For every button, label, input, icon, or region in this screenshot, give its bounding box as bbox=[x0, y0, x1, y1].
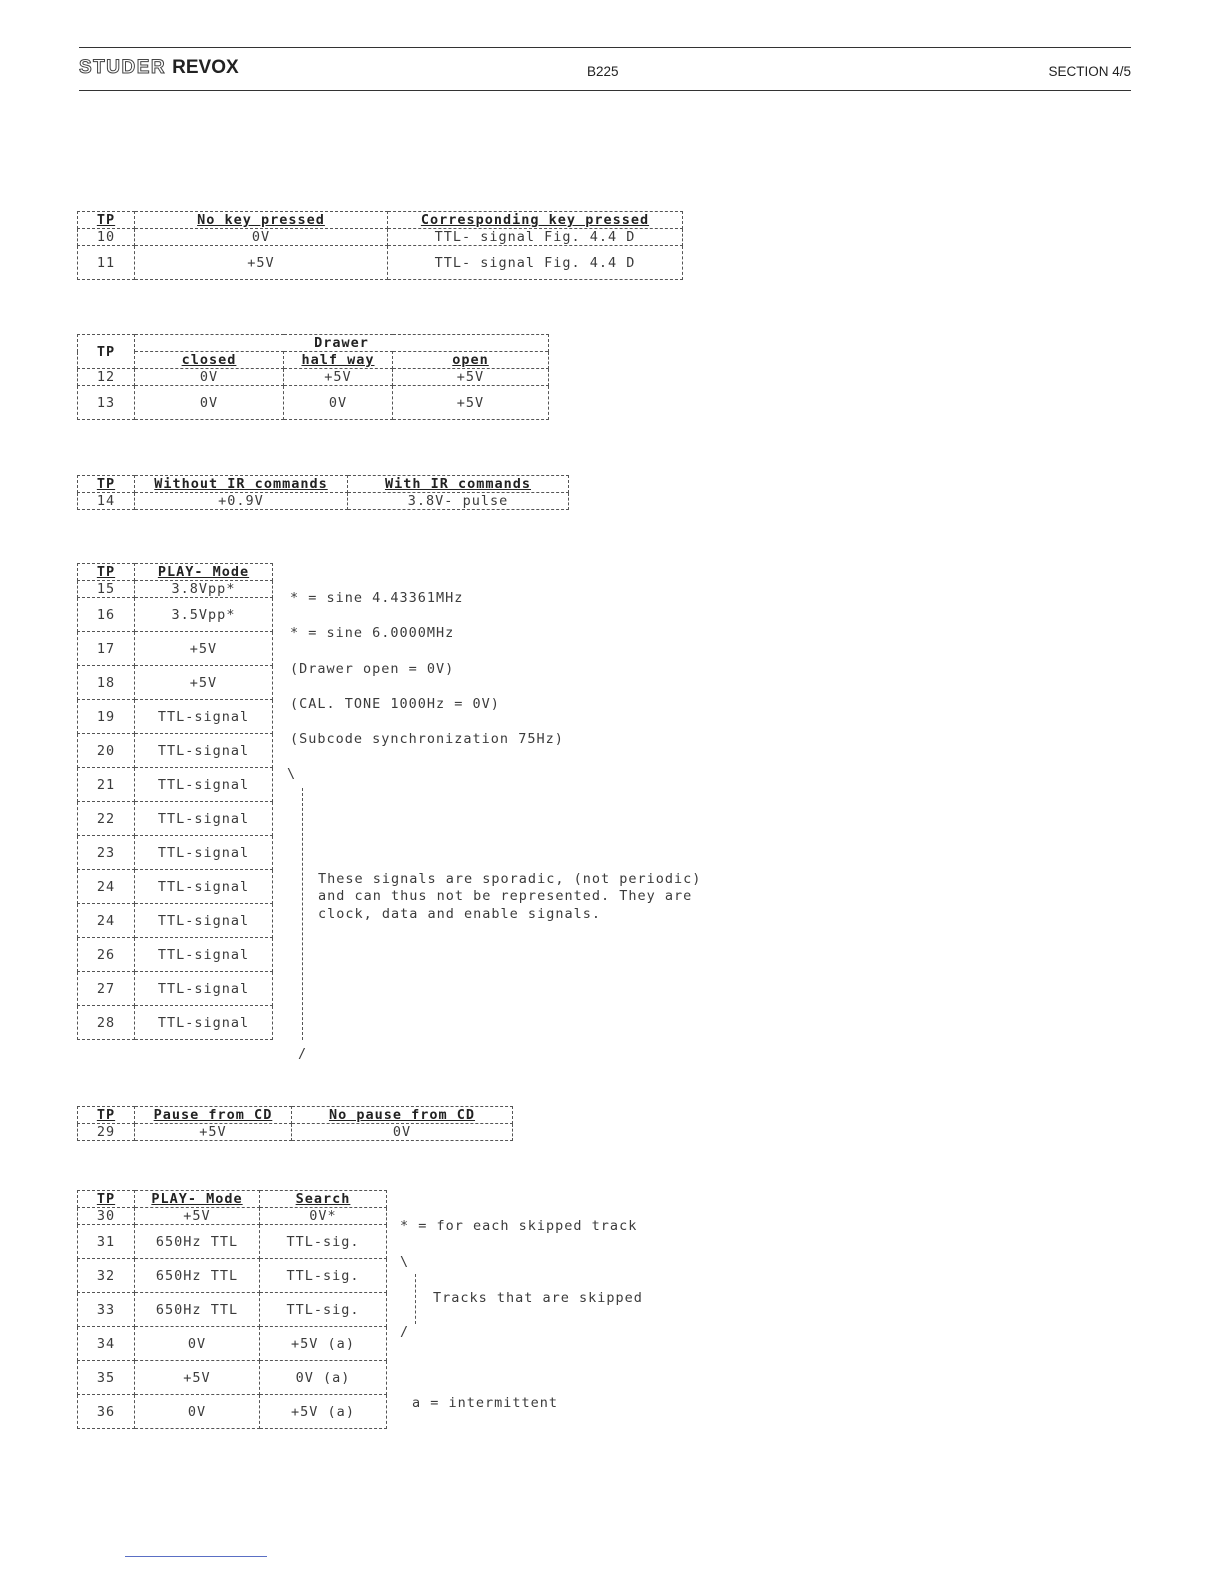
table-row bbox=[78, 802, 273, 836]
cell: TTL-signal bbox=[135, 904, 273, 938]
cell: 0V (a) bbox=[260, 1361, 387, 1395]
cell: 33 bbox=[78, 1293, 135, 1327]
cell: TTL-signal bbox=[135, 1006, 273, 1040]
footer-rule bbox=[125, 1556, 267, 1557]
cell: +5V bbox=[393, 386, 549, 420]
col-header: No key pressed bbox=[135, 212, 388, 229]
cell: 3.8Vpp* bbox=[135, 581, 273, 598]
table-row bbox=[78, 386, 549, 420]
cell: +5V bbox=[135, 666, 273, 700]
cell: +5V bbox=[135, 1361, 260, 1395]
table-row bbox=[78, 734, 273, 768]
col-header: Corresponding key pressed bbox=[388, 212, 683, 229]
table-row bbox=[78, 493, 569, 510]
cell: TTL-signal bbox=[135, 768, 273, 802]
cell: 0V bbox=[135, 1327, 260, 1361]
cell: 31 bbox=[78, 1225, 135, 1259]
table-row bbox=[78, 1293, 387, 1327]
col-header: No pause from CD bbox=[292, 1107, 513, 1124]
brace-top-icon: \ bbox=[287, 766, 296, 782]
logo-revox: REVOX bbox=[172, 57, 239, 78]
cell: 23 bbox=[78, 836, 135, 870]
col-header: TP bbox=[78, 1191, 135, 1208]
cell: 36 bbox=[78, 1395, 135, 1429]
note-tp15: * = sine 4.43361MHz bbox=[290, 590, 464, 606]
cell: TTL- signal Fig. 4.4 D bbox=[388, 229, 683, 246]
cell: +5V bbox=[135, 246, 388, 280]
col-header: TP bbox=[78, 564, 135, 581]
col-header: Without IR commands bbox=[135, 476, 348, 493]
table-row bbox=[78, 581, 273, 598]
cell: 34 bbox=[78, 1327, 135, 1361]
cell: TTL-signal bbox=[135, 802, 273, 836]
model-number: B225 bbox=[587, 64, 619, 79]
cell: 0V bbox=[292, 1124, 513, 1141]
table-row bbox=[78, 1259, 387, 1293]
note-tracks-skipped: Tracks that are skipped bbox=[433, 1290, 643, 1306]
col-header: TP bbox=[78, 1107, 135, 1124]
cell: 29 bbox=[78, 1124, 135, 1141]
cell: 16 bbox=[78, 598, 135, 632]
cell: 650Hz TTL bbox=[135, 1259, 260, 1293]
cell: TTL-sig. bbox=[260, 1259, 387, 1293]
table-row bbox=[78, 1124, 513, 1141]
cell: 32 bbox=[78, 1259, 135, 1293]
table-row bbox=[78, 1327, 387, 1361]
cell: 0V bbox=[135, 1395, 260, 1429]
col-header: Search bbox=[260, 1191, 387, 1208]
logo-studer: STUDER bbox=[79, 57, 167, 78]
cell: 12 bbox=[78, 369, 135, 386]
col-header: open bbox=[393, 352, 549, 369]
table-row bbox=[78, 904, 273, 938]
brace-bottom-icon: / bbox=[400, 1324, 409, 1340]
cell: TTL-signal bbox=[135, 972, 273, 1006]
sporadic-note-line: clock, data and enable signals. bbox=[318, 906, 601, 922]
note-tp19: (Subcode synchronization 75Hz) bbox=[290, 731, 564, 747]
cell: 13 bbox=[78, 386, 135, 420]
table-play-mode bbox=[77, 563, 273, 1040]
table-row bbox=[78, 229, 683, 246]
table-pause bbox=[77, 1106, 513, 1141]
header-rule-bottom bbox=[79, 90, 1131, 91]
table-ir-commands bbox=[77, 475, 569, 510]
cell: 24 bbox=[78, 870, 135, 904]
cell: 27 bbox=[78, 972, 135, 1006]
cell: 10 bbox=[78, 229, 135, 246]
cell: +5V bbox=[393, 369, 549, 386]
col-header: PLAY- Mode bbox=[135, 564, 273, 581]
cell: 11 bbox=[78, 246, 135, 280]
table-row bbox=[78, 1006, 273, 1040]
cell: +5V bbox=[135, 632, 273, 666]
table-row bbox=[78, 666, 273, 700]
table-row bbox=[78, 632, 273, 666]
cell: TTL-signal bbox=[135, 836, 273, 870]
table-row bbox=[78, 1225, 387, 1259]
cell: 0V bbox=[135, 229, 388, 246]
table-row bbox=[78, 938, 273, 972]
studer-revox-logo bbox=[79, 57, 239, 79]
table-drawer bbox=[77, 334, 549, 420]
cell: 19 bbox=[78, 700, 135, 734]
col-header: Pause from CD bbox=[135, 1107, 292, 1124]
cell: TTL-signal bbox=[135, 938, 273, 972]
cell: TTL-signal bbox=[135, 700, 273, 734]
cell: +5V (a) bbox=[260, 1327, 387, 1361]
cell: +5V (a) bbox=[260, 1395, 387, 1429]
note-tp18: (CAL. TONE 1000Hz = 0V) bbox=[290, 696, 500, 712]
cell: TTL- signal Fig. 4.4 D bbox=[388, 246, 683, 280]
cell: TTL-sig. bbox=[260, 1293, 387, 1327]
cell: 24 bbox=[78, 904, 135, 938]
note-skipped-star: * = for each skipped track bbox=[400, 1218, 638, 1234]
cell: 35 bbox=[78, 1361, 135, 1395]
col-header: TP bbox=[78, 212, 135, 229]
cell: 17 bbox=[78, 632, 135, 666]
table-row bbox=[78, 972, 273, 1006]
table-row bbox=[78, 1395, 387, 1429]
cell: 0V bbox=[284, 386, 393, 420]
col-header: TP bbox=[78, 476, 135, 493]
cell: 650Hz TTL bbox=[135, 1293, 260, 1327]
note-tp17: (Drawer open = 0V) bbox=[290, 661, 455, 677]
col-header: closed bbox=[135, 352, 284, 369]
cell: +5V bbox=[284, 369, 393, 386]
cell: 650Hz TTL bbox=[135, 1225, 260, 1259]
table-row bbox=[78, 870, 273, 904]
section-label: SECTION 4/5 bbox=[1048, 64, 1131, 79]
col-header: PLAY- Mode bbox=[135, 1191, 260, 1208]
col-header: With IR commands bbox=[348, 476, 569, 493]
brace-bottom-icon: / bbox=[298, 1046, 307, 1062]
header-rule-top bbox=[79, 47, 1131, 48]
table-search bbox=[77, 1190, 387, 1429]
cell: 18 bbox=[78, 666, 135, 700]
table-row bbox=[78, 369, 549, 386]
cell: 3.5Vpp* bbox=[135, 598, 273, 632]
brace-line bbox=[302, 788, 303, 1040]
table-row bbox=[78, 836, 273, 870]
cell: TTL-sig. bbox=[260, 1225, 387, 1259]
note-intermittent: a = intermittent bbox=[412, 1395, 559, 1411]
cell: 30 bbox=[78, 1208, 135, 1225]
group-header: Drawer bbox=[135, 335, 549, 352]
cell: 22 bbox=[78, 802, 135, 836]
note-tp16: * = sine 6.0000MHz bbox=[290, 625, 455, 641]
cell: 3.8V- pulse bbox=[348, 493, 569, 510]
cell: 14 bbox=[78, 493, 135, 510]
cell: +0.9V bbox=[135, 493, 348, 510]
sporadic-note-line: and can thus not be represented. They are bbox=[318, 888, 693, 904]
cell: +5V bbox=[135, 1208, 260, 1225]
table-row bbox=[78, 768, 273, 802]
brace-line bbox=[415, 1274, 416, 1324]
cell: TTL-signal bbox=[135, 734, 273, 768]
table-key-pressed bbox=[77, 211, 683, 280]
cell: 0V* bbox=[260, 1208, 387, 1225]
cell: 0V bbox=[135, 386, 284, 420]
table-row bbox=[78, 598, 273, 632]
col-header: TP bbox=[78, 335, 135, 369]
cell: 26 bbox=[78, 938, 135, 972]
brace-top-icon: \ bbox=[400, 1254, 409, 1270]
sporadic-note-line: These signals are sporadic, (not periodic) bbox=[318, 871, 702, 887]
cell: 28 bbox=[78, 1006, 135, 1040]
table-row bbox=[78, 246, 683, 280]
cell: +5V bbox=[135, 1124, 292, 1141]
cell: 21 bbox=[78, 768, 135, 802]
table-row bbox=[78, 700, 273, 734]
cell: 15 bbox=[78, 581, 135, 598]
cell: 20 bbox=[78, 734, 135, 768]
cell: 0V bbox=[135, 369, 284, 386]
col-header: half way bbox=[284, 352, 393, 369]
cell: TTL-signal bbox=[135, 870, 273, 904]
table-row bbox=[78, 1361, 387, 1395]
table-row bbox=[78, 1208, 387, 1225]
